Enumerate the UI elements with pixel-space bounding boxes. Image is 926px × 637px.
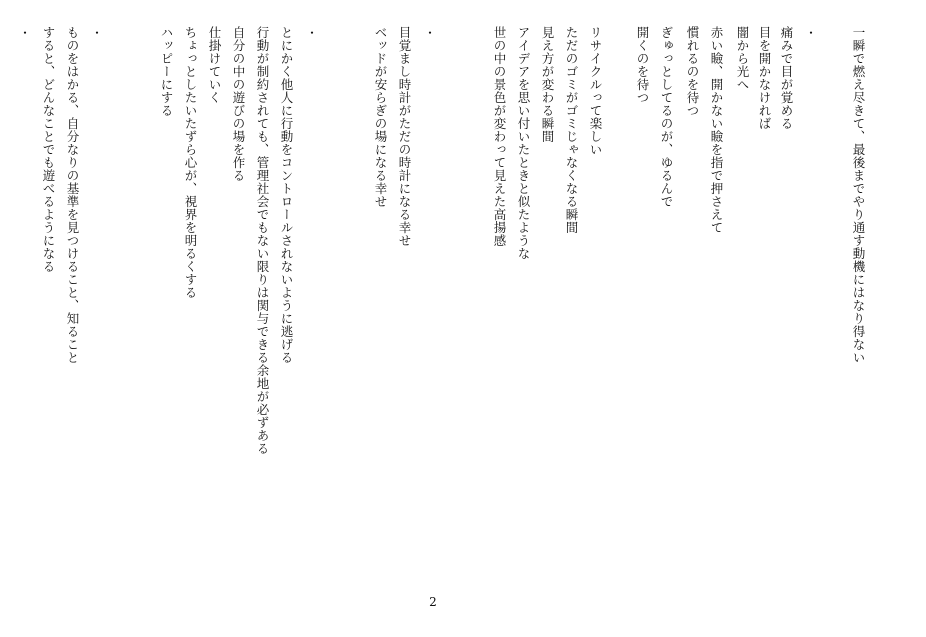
text-line: 慣れるのを待つ <box>685 26 700 117</box>
text-line: 自分の中の遊びの場を作る <box>231 26 246 182</box>
text-line: 行動が制約されても、管理社会でもない限りは関与できる余地が必ずある <box>255 26 270 455</box>
bullet-marker: ・ <box>19 26 32 40</box>
text-line: すると、どんなことでも遊べるようになる <box>41 26 56 273</box>
text-line: ものをはかる、自分なりの基準を見つけること、知ること <box>65 26 80 364</box>
text-line: 赤い瞼、開かない瞼を指で押さえて <box>709 26 724 234</box>
text-line: ハッピーにする <box>159 26 174 117</box>
bullet-marker: ・ <box>424 26 437 40</box>
text-line: 目を開かなければ <box>757 26 772 130</box>
text-line: リサイクルって楽しい <box>588 26 603 156</box>
text-line: 世の中の景色が変わって見えた高揚感 <box>492 26 507 247</box>
text-line: ちょっとしたいたずら心が、視界を明るくする <box>183 26 198 299</box>
bullet-marker: ・ <box>805 26 818 40</box>
text-line: 見え方が変わる瞬間 <box>540 26 555 143</box>
text-line: 痛みで目が覚める <box>779 26 794 130</box>
bullet-marker: ・ <box>306 26 319 40</box>
text-line: 開くのを待つ <box>635 26 650 104</box>
text-line: アイデアを思い付いたときと似たような <box>516 26 531 260</box>
text-line: 一瞬で燃え尽きて、最後までやり通す動機にはなり得ない <box>851 26 866 364</box>
text-line: 仕掛けていく <box>207 26 222 104</box>
text-line: とにかく他人に行動をコントロールされないように逃げる <box>279 26 294 364</box>
text-line: 闇から光へ <box>735 26 750 91</box>
bullet-marker: ・ <box>91 26 104 40</box>
text-line: ベッドが安らぎの場になる幸せ <box>373 26 388 208</box>
text-line: 目覚まし時計がただの時計になる幸せ <box>397 26 412 247</box>
text-line: ただのゴミがゴミじゃなくなる瞬間 <box>564 26 579 234</box>
page-number: 2 <box>429 595 437 609</box>
text-line: ぎゅっとしてるのが、ゆるんで <box>659 26 674 208</box>
